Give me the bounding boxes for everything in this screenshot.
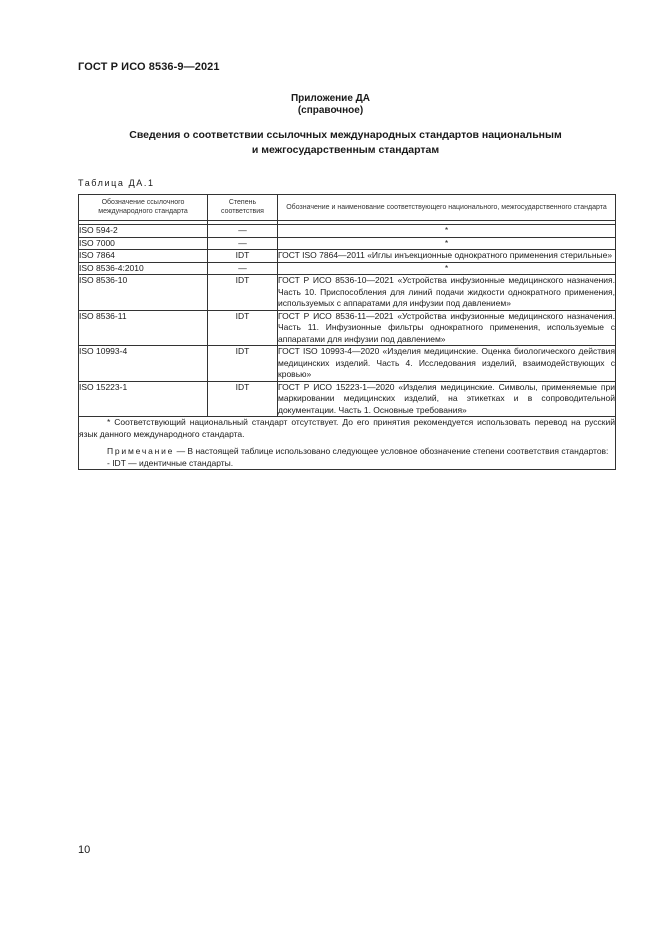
table-header-row — [79, 195, 616, 221]
table-row — [79, 346, 616, 382]
cell-national: ГОСТ Р ИСО 8536-10—2021 «Устройства инфузионные медицинского назначения. Часть 10. Приспособления для линий подачи жидкости однократного применения, используемых с аппаратами для инфузии под давлением» — [278, 275, 615, 308]
correspondence-table — [78, 194, 616, 470]
note-label: Примечание — [107, 446, 175, 456]
cell-reference: ISO 8536-4:2010 — [79, 262, 208, 275]
cell-reference: ISO 8536-11 — [79, 310, 208, 346]
header-degree: Степень соответствия — [208, 195, 278, 221]
cell-reference: ISO 10993-4 — [79, 346, 208, 382]
cell-degree: — — [208, 225, 278, 238]
note-text: — В настоящей таблице использовано следующее условное обозначение степени соответствия стандартов: — [174, 446, 609, 456]
page-number: 10 — [78, 844, 91, 856]
note-paragraph — [79, 446, 615, 458]
header-national-standard: Обозначение и наименование соответствующего национального, межгосударственного стандарта — [278, 195, 616, 221]
table-row — [79, 381, 616, 417]
cell-degree: IDT — [208, 250, 278, 263]
cell-reference: ISO 15223-1 — [79, 381, 208, 417]
cell-national: ГОСТ ISO 7864—2011 «Иглы инъекционные однократного применения стерильные» — [278, 250, 616, 263]
table-footer-row — [79, 417, 616, 470]
cell-degree: IDT — [208, 381, 278, 417]
table-row — [79, 275, 616, 311]
cell-national: ГОСТ Р ИСО 15223-1—2020 «Изделия медицинские. Символы, применяемые при маркировании медицинских изделий, на этикетках и в сопроводительной документации. Часть 1. Основные требования» — [278, 381, 615, 415]
cell-reference: ISO 7000 — [79, 237, 208, 250]
table-row — [79, 262, 616, 275]
table-caption: Таблица ДА.1 — [78, 178, 155, 188]
table-row — [79, 250, 616, 263]
cell-degree: IDT — [208, 346, 278, 382]
cell-national: * — [278, 237, 616, 250]
cell-reference: ISO 7864 — [79, 250, 208, 263]
cell-national: * — [278, 225, 616, 238]
table-footnotes — [79, 417, 616, 470]
standard-code: ГОСТ Р ИСО 8536-9—2021 — [78, 61, 220, 73]
cell-degree: IDT — [208, 310, 278, 346]
cell-degree: — — [208, 262, 278, 275]
cell-national: ГОСТ Р ИСО 8536-11—2021 «Устройства инфузионные медицинского назначения. Часть 11. Инфузионные фильтры однократного применения, используемые с аппаратами для инфузии под давлением» — [278, 310, 615, 344]
table-row — [79, 225, 616, 238]
cell-national: * — [278, 262, 616, 275]
cell-national: ГОСТ ISO 10993-4—2020 «Изделия медицинские. Оценка биологического действия медицинских изделий. Часть 4. Исследования изделий, взаимодействующих с кровью» — [278, 346, 615, 379]
footnote-text: * Соответствующий национальный стандарт отсутствует. До его принятия рекомендуется использовать перевод на русский язык данного международного стандарта. — [79, 417, 615, 439]
annex-heading-line-1: Сведения о соответствии ссылочных международных стандартов национальным — [129, 129, 562, 141]
cell-reference: ISO 8536-10 — [79, 275, 208, 311]
cell-reference: ISO 594-2 — [79, 225, 208, 238]
table-row — [79, 237, 616, 250]
annex-heading — [90, 128, 601, 158]
annex-subtitle: (справочное) — [297, 105, 364, 116]
annex-heading-line-2: и межгосударственным стандартам — [251, 144, 440, 156]
cell-degree: IDT — [208, 275, 278, 311]
cell-degree: — — [208, 237, 278, 250]
note-item: - IDT — идентичные стандарты. — [107, 457, 234, 468]
header-reference-standard: Обозначение ссылочного международного стандарта — [79, 195, 208, 221]
table-row — [79, 310, 616, 346]
annex-title: Приложение ДА — [290, 93, 371, 104]
